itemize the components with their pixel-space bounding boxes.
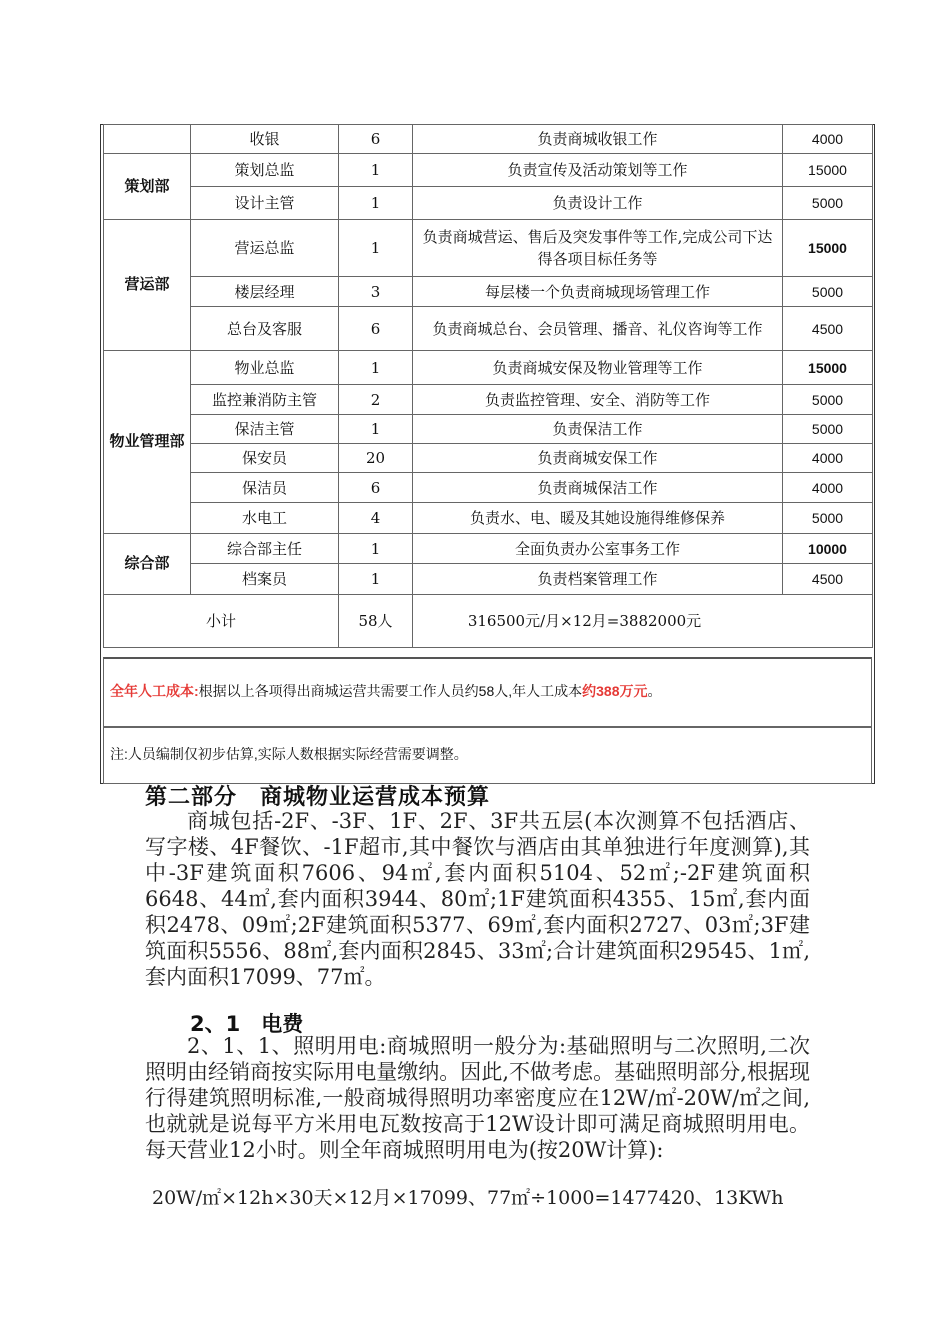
table-row: [104, 125, 873, 154]
paragraph-lighting: 2、1、1、照明用电:商城照明一般分为:基础照明与二次照明,二次照明由经销商按实际用电量缴纳。因此,不做考虑。基础照明部分,根据现行得建筑照明标准,一般商城得照明功率密度应在12W/㎡-20W/㎡之间,也就就是说每平方米用电瓦数按高于12W设计即可满足商城照明用电。每天营业12小时。则全年商城照明用电为(按20W计算):: [145, 1034, 810, 1162]
table-row: [104, 351, 873, 385]
duty-cell: 负责监控管理、安全、消防等工作: [413, 385, 783, 415]
dept-cell: 物业管理部: [104, 351, 191, 534]
count-cell: 1: [339, 220, 413, 277]
position-cell: 营运总监: [191, 220, 339, 277]
dept-cell: 综合部: [104, 534, 191, 595]
duty-cell: 负责商城保洁工作: [413, 473, 783, 503]
subtotal-row: [104, 595, 873, 648]
salary-cell: 15000: [783, 220, 873, 277]
position-cell: 保安员: [191, 444, 339, 473]
table-row: [104, 277, 873, 307]
salary-cell: 5000: [783, 415, 873, 444]
table-row: [104, 220, 873, 277]
duty-cell: 负责商城总台、会员管理、播音、礼仪咨询等工作: [413, 307, 783, 351]
position-cell: 总台及客服: [191, 307, 339, 351]
salary-cell: 5000: [783, 385, 873, 415]
note-box: [103, 727, 872, 784]
count-cell: 2: [339, 385, 413, 415]
table-row: [104, 187, 873, 220]
position-cell: 保洁员: [191, 473, 339, 503]
annual-cost-end: 。: [647, 683, 662, 699]
count-cell: 1: [339, 351, 413, 385]
subtotal-label: 小计: [104, 595, 339, 648]
duty-cell: 负责档案管理工作: [413, 564, 783, 595]
count-cell: 1: [339, 534, 413, 564]
salary-cell: 5000: [783, 187, 873, 220]
lighting-formula: 20W/㎡×12h×30天×12月×17099、77㎡÷1000=1477420、13KWh: [152, 1187, 784, 1209]
position-cell: 综合部主任: [191, 534, 339, 564]
subtotal-count: 58人: [339, 595, 413, 648]
count-cell: 4: [339, 503, 413, 534]
table-row: [104, 154, 873, 187]
count-cell: 6: [339, 307, 413, 351]
position-cell: 监控兼消防主管: [191, 385, 339, 415]
position-cell: 水电工: [191, 503, 339, 534]
subtotal-formula: 316500元/月×12月=3882000元: [413, 595, 873, 648]
salary-cell: 15000: [783, 351, 873, 385]
duty-cell: 负责商城安保及物业管理等工作: [413, 351, 783, 385]
subsection-title: 2、1 电费: [190, 1012, 304, 1036]
table-row: [104, 534, 873, 564]
dept-cell: [104, 125, 191, 154]
duty-cell: 负责商城营运、售后及突发事件等工作,完成公司下达得各项目标任务等: [413, 220, 783, 277]
salary-cell: 4500: [783, 307, 873, 351]
dept-cell: 营运部: [104, 220, 191, 351]
salary-cell: 10000: [783, 534, 873, 564]
duty-cell: 负责宣传及活动策划等工作: [413, 154, 783, 187]
duty-cell: 负责水、电、暖及其她设施得维修保养: [413, 503, 783, 534]
annual-cost-box: [103, 657, 872, 727]
position-cell: 档案员: [191, 564, 339, 595]
section-title: 第二部分 商城物业运营成本预算: [145, 785, 491, 810]
duty-cell: 负责保洁工作: [413, 415, 783, 444]
count-cell: 1: [339, 564, 413, 595]
staff-table: [103, 124, 873, 648]
duty-cell: 全面负责办公室事务工作: [413, 534, 783, 564]
table-row: [104, 415, 873, 444]
duty-cell: 负责商城安保工作: [413, 444, 783, 473]
table-row: [104, 307, 873, 351]
count-cell: 1: [339, 187, 413, 220]
salary-cell: 5000: [783, 277, 873, 307]
position-cell: 物业总监: [191, 351, 339, 385]
position-cell: 设计主管: [191, 187, 339, 220]
table-row: [104, 473, 873, 503]
annual-cost-text: 根据以上各项得出商城运营共需要工作人员约58人,年人工成本: [198, 683, 583, 699]
position-cell: 楼层经理: [191, 277, 339, 307]
duty-cell: 负责设计工作: [413, 187, 783, 220]
salary-cell: 5000: [783, 503, 873, 534]
salary-cell: 4000: [783, 473, 873, 503]
annual-cost-amount: 约388万元: [582, 683, 648, 699]
annual-cost-label: 全年人工成本:: [110, 683, 199, 699]
position-cell: 策划总监: [191, 154, 339, 187]
paragraph-floors: 商城包括-2F、-3F、1F、2F、3F共五层(本次测算不包括酒店、写字楼、4F餐饮、-1F超市,其中餐饮与酒店由其单独进行年度测算),其中-3F建筑面积7606、94㎡,套内面积5104、52㎡;-2F建筑面积6648、44㎡,套内面积3944、80㎡;1F建筑面积4355、15㎡,套内面积2478、09㎡;2F建筑面积5377、69㎡,套内面积2727、03㎡;3F建筑面积5556、88㎡,套内面积2845、33㎡;合计建筑面积29545、1㎡,套内面积17099、77㎡。: [145, 809, 810, 989]
table-row: [104, 503, 873, 534]
duty-cell: 负责商城收银工作: [413, 125, 783, 154]
table-row: [104, 564, 873, 595]
count-cell: 6: [339, 473, 413, 503]
count-cell: 3: [339, 277, 413, 307]
table-row: [104, 444, 873, 473]
note-text: 注:人员编制仅初步估算,实际人数根据实际经营需要调整。: [110, 746, 468, 762]
count-cell: 1: [339, 415, 413, 444]
salary-cell: 4500: [783, 564, 873, 595]
table-row: [104, 385, 873, 415]
count-cell: 6: [339, 125, 413, 154]
position-cell: 保洁主管: [191, 415, 339, 444]
salary-cell: 15000: [783, 154, 873, 187]
salary-cell: 4000: [783, 444, 873, 473]
position-cell: 收银: [191, 125, 339, 154]
duty-cell: 每层楼一个负责商城现场管理工作: [413, 277, 783, 307]
salary-cell: 4000: [783, 125, 873, 154]
count-cell: 20: [339, 444, 413, 473]
count-cell: 1: [339, 154, 413, 187]
dept-cell: 策划部: [104, 154, 191, 220]
annual-cost-line: [110, 681, 662, 701]
